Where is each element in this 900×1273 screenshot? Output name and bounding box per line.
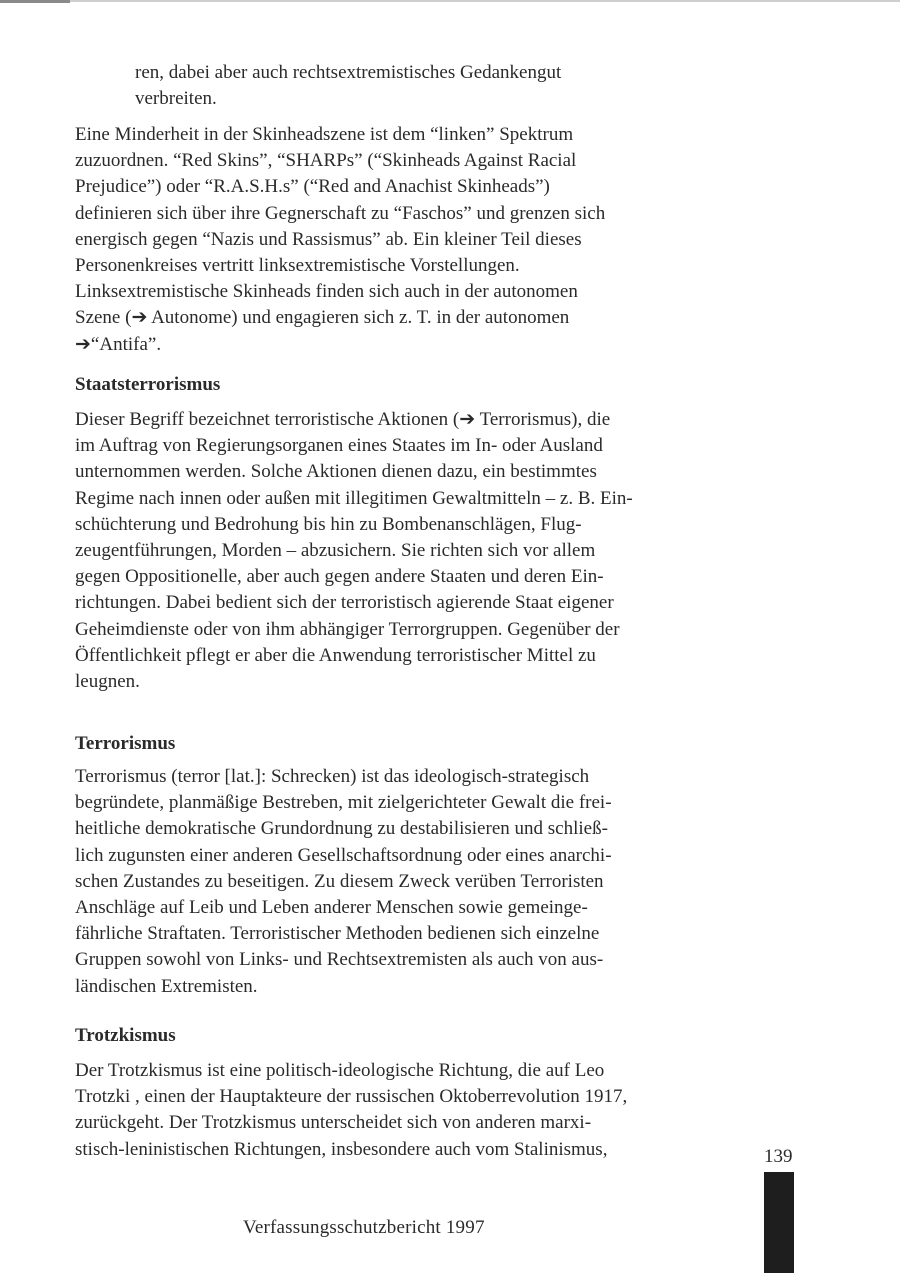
- terrorismus-paragraph: Terrorismus (terror [lat.]: Schrecken) ist das ideologisch-strategisch begründete, planmäßige Bestreben, mit zielgerichteter Gewalt die frei- heitliche demokratische Grundordnung zu destabilisieren und schließ- lich zugunsten einer anderen Gesellschaftsordnung oder eines anarchi- schen Zustandes zu beseitigen. Zu diesem Zweck verüben Terroristen Anschläge auf Leib und Leben anderer Menschen sowie gemeinge- fährliche Straftaten. Terroristischer Methoden bedienen sich einzelne Gruppen sowohl von Links- und Rechtsextremisten als auch von aus- ländischen Extremisten.: [75, 766, 612, 997]
- heading-trotzkismus: Trotzkismus: [75, 1025, 176, 1046]
- heading-terrorismus: Terrorismus: [75, 733, 176, 754]
- continuation-paragraph: ren, dabei aber auch rechtsextremistisches Gedankengut verbreiten.: [135, 62, 562, 110]
- page-edge-bar: [764, 1172, 794, 1273]
- top-rule: [0, 0, 900, 2]
- page-number: 139: [764, 1146, 793, 1167]
- trotzkismus-paragraph: Der Trotzkismus ist eine politisch-ideologische Richtung, die auf Leo Trotzki , einen der Hauptakteure der russischen Oktoberrevolution 1917, zurückgeht. Der Trotzkismus unterscheidet sich von anderen marxi- stisch-leninistischen Richtungen, insbesondere auch vom Stalinismus,: [75, 1060, 628, 1160]
- staatsterrorismus-paragraph: Dieser Begriff bezeichnet terroristische Aktionen (➔ Terrorismus), die im Auftrag von Regierungsorganen eines Staates im In- oder Ausland unternommen werden. Solche Aktionen dienen dazu, ein bestimmtes Regime nach innen oder außen mit illegitimen Gewaltmitteln – z. B. Ein- schüchterung und Bedrohung bis hin zu Bombenanschlägen, Flug- zeugentführungen, Morden – abzusichern. Sie richten sich vor allem gegen Oppositionelle, aber auch gegen andere Staaten und deren Ein- richtungen. Dabei bedient sich der terroristisch agierende Staat eigener Geheimdienste oder von ihm abhängiger Terrorgruppen. Gegenüber der Öffentlichkeit pflegt er aber die Anwendung terroristischer Mittel zu leugnen.: [75, 409, 633, 693]
- footer-title: Verfassungsschutzbericht 1997: [243, 1217, 485, 1238]
- top-tick: [0, 0, 70, 3]
- heading-staatsterrorismus: Staatsterrorismus: [75, 374, 221, 395]
- linke-skinheads-paragraph: Eine Minderheit in der Skinheadszene ist dem “linken” Spektrum zuzuordnen. “Red Skins”, “SHARPs” (“Skinheads Against Racial Prejudice”) oder “R.A.S.H.s” (“Red and Anachist Skinheads”) definieren sich über ihre Gegnerschaft zu “Faschos” und grenzen sich energisch gegen “Nazis und Rassismus” ab. Ein kleiner Teil dieses Personenkreises vertritt linksextremistische Vorstellungen. Linksextremistische Skinheads finden sich auch in der autonomen Szene (➔ Autonome) und engagieren sich z. T. in der autonomen ➔“Antifa”.: [75, 124, 606, 355]
